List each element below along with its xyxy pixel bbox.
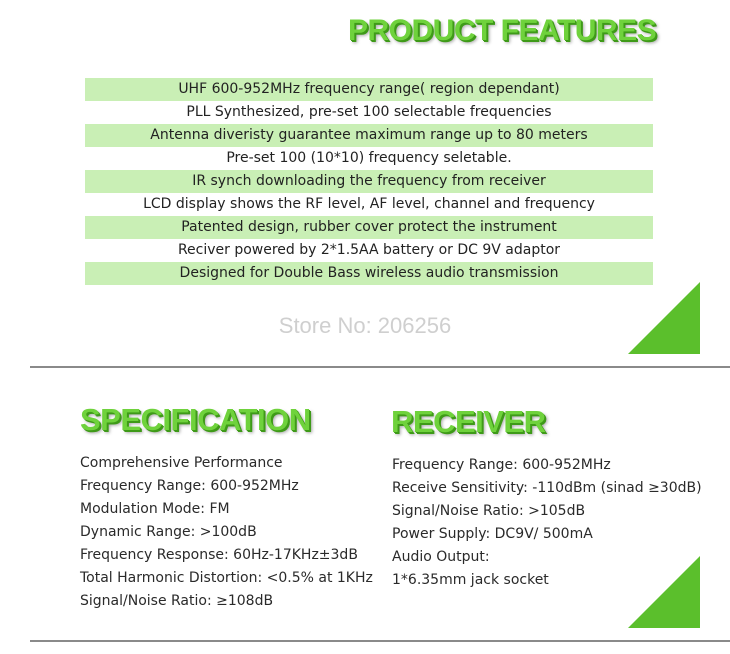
receiver-line: Audio Output: bbox=[392, 549, 490, 565]
receiver-title: RECEIVER bbox=[391, 404, 546, 439]
spec-line: Dynamic Range: >100dB bbox=[80, 524, 257, 540]
feature-row: Designed for Double Bass wireless audio transmission bbox=[85, 262, 653, 285]
feature-row: Reciver powered by 2*1.5AA battery or DC 9V adaptor bbox=[177, 242, 561, 258]
spec-line: Frequency Response: 60Hz-17KHz±3dB bbox=[80, 547, 358, 563]
receiver-line: Receive Sensitivity: -110dBm (sinad ≥30dB) bbox=[392, 480, 702, 496]
specification-list bbox=[80, 452, 373, 613]
specification-title: SPECIFICATION bbox=[80, 402, 311, 437]
receiver-line: Signal/Noise Ratio: >105dB bbox=[392, 503, 586, 519]
store-number-watermark: Store No: 206256 bbox=[278, 313, 452, 338]
spec-line: Modulation Mode: FM bbox=[80, 501, 230, 517]
spec-line: Signal/Noise Ratio: ≥108dB bbox=[80, 593, 274, 609]
spec-line: Total Harmonic Distortion: <0.5% at 1KHz bbox=[80, 570, 373, 586]
product-features-title: PRODUCT FEATURES bbox=[348, 14, 657, 47]
corner-triangle-decoration bbox=[628, 556, 700, 628]
section-divider bbox=[30, 366, 730, 368]
features-list bbox=[85, 78, 653, 285]
spec-line: Frequency Range: 600-952MHz bbox=[80, 478, 299, 494]
receiver-line: 1*6.35mm jack socket bbox=[392, 572, 549, 588]
feature-row: Antenna diveristy guarantee maximum range up to 80 meters bbox=[85, 124, 653, 147]
feature-row: IR synch downloading the frequency from receiver bbox=[85, 170, 653, 193]
feature-row: UHF 600-952MHz frequency range( region dependant) bbox=[85, 78, 653, 101]
receiver-line: Frequency Range: 600-952MHz bbox=[392, 457, 611, 473]
spec-line: Comprehensive Performance bbox=[80, 455, 283, 471]
feature-row: Patented design, rubber cover protect the instrument bbox=[85, 216, 653, 239]
receiver-line: Power Supply: DC9V/ 500mA bbox=[392, 526, 593, 542]
feature-row: LCD display shows the RF level, AF level, channel and frequency bbox=[143, 196, 595, 212]
feature-row: PLL Synthesized, pre-set 100 selectable frequencies bbox=[186, 104, 552, 120]
feature-row: Pre-set 100 (10*10) frequency seletable. bbox=[226, 150, 512, 166]
section-divider bbox=[30, 640, 730, 642]
